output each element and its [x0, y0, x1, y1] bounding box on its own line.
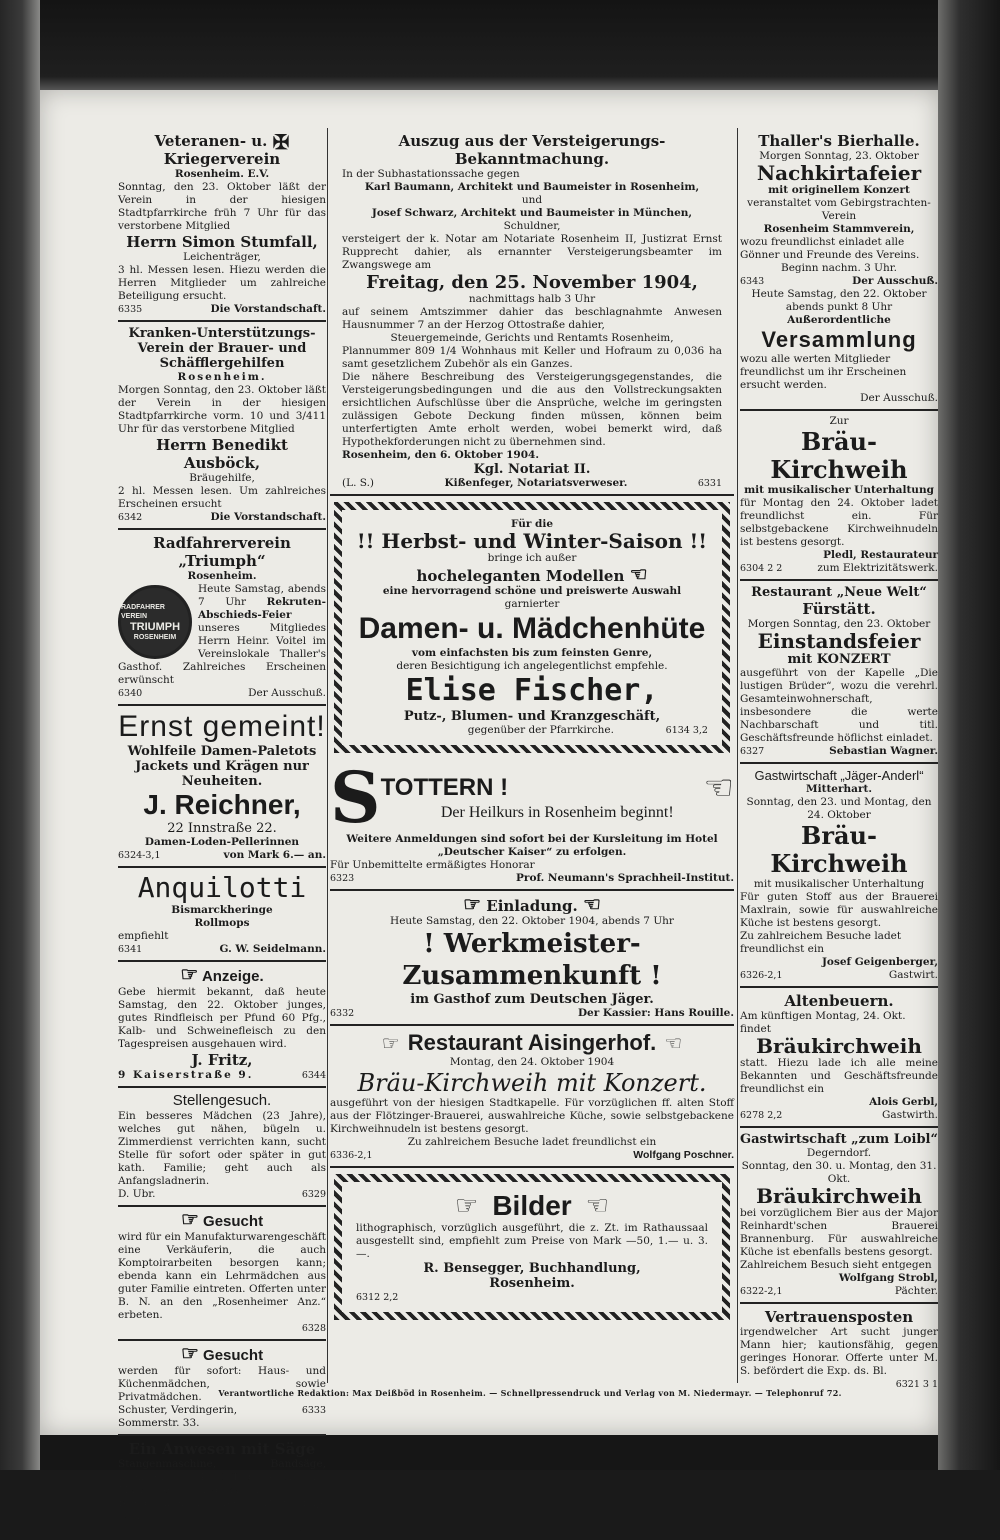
ad-text: Steuergemeinde, Gerichts und Rentamts Rosenheim,: [390, 332, 674, 344]
ad-text: Für guten Stoff aus der Brauerei Maxlrain, sowie für auswahlreiche Küche ist bestens gesorgt.: [740, 891, 938, 929]
ad-text: wird für ein Manufakturwarengeschäft eine Verkäuferin, die auch Komptoirarbeiten besorgen kann; ebenda kann ein Lehrmädchen aus guter Familie eintreten. Offerten unter B. N. an den „Rosenheimer Anz.“ erbeten.: [118, 1231, 326, 1321]
ad-text: Die nähere Beschreibung des Versteigerungsgegenstandes, die Versteigerungsbedingungen und die aus den Vollstreckungsakten ersichtlichen Aufschlüsse über die Ansprüche, welche im geringsten zulässigen Gebote Deckung finden müssen, können beim unterfertigten Amte erholt werden, wobei bemerkt wird, daß Hypothekforderungen nicht zu übernehmen sind.: [342, 371, 722, 448]
seal-label: (L. S.): [342, 477, 374, 489]
ad-text: Gebe hiermit bekannt, daß heute Samstag, den 22. Oktober junges, gutes Rindfleisch per Pfund 60 Pfg., Kalb- und Schweinefleisch zu den Tagespreisen ausgehauen wird.: [118, 986, 326, 1050]
ad-text: Für die: [510, 518, 554, 530]
ad-place: Rosenheim.: [489, 1276, 575, 1291]
ad-title: Gesucht: [203, 1213, 264, 1230]
ad-headline: Damen- u. Mädchenhüte: [358, 612, 706, 645]
ad-title: Bilder: [492, 1190, 572, 1221]
ad-place: Rosenheim.: [177, 371, 267, 383]
ad-text: 3 hl. Messen lesen. Hiezu werden die Herren Mitglieder um zahlreiche Beteiligung ersucht.: [118, 264, 326, 302]
ad-price: von Mark 6.— an.: [223, 849, 326, 861]
ad-subtitle: Damen-Loden-Pellerinnen: [144, 836, 300, 848]
ad-signature: Gastwirth.: [882, 1109, 938, 1121]
ad-stottern: [330, 756, 734, 891]
ad-place: Degerndorf.: [806, 1147, 872, 1159]
ad-place: Fürstätt.: [802, 600, 876, 618]
middle-column: [330, 128, 734, 1326]
ad-text: Für Unbemittelte ermäßigtes Honorar: [330, 859, 535, 871]
ad-text: Morgen Sonntag, 23. Oktober: [759, 150, 919, 162]
ad-person-name: Herrn Benedikt Ausböck,: [156, 436, 288, 472]
ad-text: und: [521, 194, 543, 206]
ad-number: 6322-2,1: [740, 1286, 783, 1297]
ad-braeu-kirchweih-pledl: [740, 411, 938, 581]
ad-signature: Prof. Neumann's Sprachheil-Institut.: [516, 872, 734, 884]
ad-signature: Die Vorstandschaft.: [210, 511, 326, 523]
ad-number: 6333: [301, 1405, 326, 1416]
ad-text: statt. Hiezu lade ich alle meine Bekannten und Geschäftsfreunde freundlichst ein: [740, 1057, 938, 1095]
ad-number: 6342: [118, 512, 143, 523]
ad-title: Kranken-Unterstützungs-Verein der Brauer- und Schäfflergehilfen: [128, 326, 316, 371]
ad-text: garnierter: [504, 598, 560, 610]
ad-number: 6323: [330, 873, 355, 884]
ad-number: 6341: [118, 944, 143, 955]
ad-title: Vertrauensposten: [764, 1308, 914, 1326]
ad-signature: Kißenfeger, Notariatsverweser.: [444, 477, 628, 489]
ad-text: Heute Samstag, abends 7 Uhr: [198, 583, 326, 608]
ad-number: 6320 3,1: [283, 1524, 326, 1535]
ad-text: lithographisch, vorzüglich ausgeführt, die z. Zt. im Rathaussaal ausgestellt sind, empfiehlt zum Preise von Mark —50, 1.— u. 3.—.: [356, 1222, 708, 1260]
ad-title: TOTTERN !: [380, 774, 509, 801]
scan-border-top: [40, 0, 938, 90]
pointing-hand-icon: ☜: [585, 1191, 609, 1221]
iron-cross-icon: ✠: [272, 130, 290, 154]
ad-text: mit musikalischer Unterhaltung: [753, 878, 925, 890]
ad-bilder: [334, 1174, 730, 1320]
ad-zum-loibl: [740, 1128, 938, 1304]
ad-shop-type: Putz-, Blumen- und Kranzgeschäft,: [403, 709, 661, 724]
ad-text: im Gasthof zum Deutschen Jäger.: [410, 992, 654, 1007]
ad-number: 6328: [301, 1323, 326, 1334]
ad-title: Restaurant Aisingerhof.: [407, 1030, 657, 1055]
ad-text: versteigert der k. Notar am Notariate Rosenheim II, Justizrat Ernst Rupprecht dahier, als ernannter Versteigerungsbeamter im Zwangswege am: [342, 233, 722, 271]
ad-signature: Sebastian Wagner.: [829, 745, 938, 757]
ad-text: mit KONZERT: [787, 652, 891, 667]
scan-border-left: [0, 0, 40, 1470]
ad-text: Wohlfeile Damen-Paletots Jackets und Krägen nur Neuheiten.: [127, 744, 317, 789]
ad-person-role: Bräugehilfe,: [189, 472, 255, 484]
ad-title: Ein Anwesen mit Säge: [128, 1440, 316, 1458]
ad-shop-name: R. Bensegger, Buchhandlung,: [423, 1261, 641, 1276]
ad-signature: Der Kassier: Hans Rouille.: [577, 1007, 734, 1019]
ad-reichner: [118, 706, 326, 868]
ad-number: 6326-2,1: [740, 970, 783, 981]
ad-place: Mitterhart.: [806, 783, 872, 795]
ad-place: Rosenheim.: [187, 570, 257, 582]
ad-text: Morgen Sonntag, den 23. Oktober: [747, 618, 931, 630]
column-rule: [327, 128, 328, 1383]
club-emblem-icon: RADFAHRER VEREIN TRIUMPH ROSENHEIM: [118, 585, 192, 659]
imprint-footer: Verantwortliche Redaktion: Max Deißböd in Rosenheim. — Schnellpressendruck und Verlag von M. Niedermayr. — Telephonruf 72.: [218, 1388, 842, 1398]
ad-subtitle: Der Heilkurs in Rosenheim beginnt!: [440, 804, 674, 821]
pointing-hand-icon: ☜: [582, 892, 601, 916]
ad-place-date: Rosenheim, den 6. Oktober 1904.: [342, 449, 539, 461]
ad-headline: Bräu-Kirchweih: [770, 821, 908, 878]
ad-jaeger-anderl: [740, 764, 938, 988]
ad-text: Zu zahlreichem Besuche ladet freundlichst ein: [740, 930, 902, 955]
ad-text: 2 hl. Messen lesen. Um zahlreiches Erscheinen ersucht: [118, 485, 326, 510]
ad-text: Beginn nachm. 3 Uhr.: [780, 262, 897, 274]
ad-text: Rosenheim Stammverein,: [763, 223, 915, 235]
ad-address: 9 Kaiserstraße 9.: [118, 1069, 254, 1081]
ad-signature: Wolfgang Strobl,: [838, 1272, 938, 1284]
ad-text: Außerordentliche: [787, 314, 891, 326]
ad-headline: Bräu-Kirchweih mit Konzert.: [357, 1069, 707, 1097]
ad-kranken-verein: [118, 322, 326, 530]
ad-person-role: Leichenträger,: [183, 251, 261, 263]
ad-signature: zum Elektrizitätswerk.: [817, 562, 938, 574]
ad-text: ausgeführt von der hiesigen Stadtkapelle. Für vorzüglichen ff. alten Stoff aus der Flötzinger-Brauerei, auswahlreiche Küche, sowie selbstgebackene Kirchweihnudeln ist bestens gesorgt.: [330, 1097, 734, 1135]
ad-event: Rekruten-Abschieds-Feier: [198, 596, 326, 621]
ad-headline: ! Werkmeister-Zusammenkunft !: [402, 929, 662, 991]
ad-gesucht-verkaeuferin: [118, 1207, 326, 1341]
ad-text: Am künftigen Montag, 24. Okt. findet: [740, 1010, 906, 1035]
ad-text: bringe ich außer: [487, 552, 577, 564]
ad-text: Montag, den 24. Oktober 1904: [449, 1056, 615, 1068]
ad-anquilotti: [118, 868, 326, 962]
ad-shop-name: Elise Fischer,: [405, 673, 659, 708]
ad-date: Freitag, den 25. November 1904,: [366, 272, 698, 293]
ad-title: Thaller's Bierhalle.: [758, 132, 920, 150]
ad-text: Weitere Anmeldungen sind sofort bei der Kursleitung im Hotel „Deutscher Kaiser“ zu erfolgen.: [346, 833, 718, 858]
ad-title: Auszug aus der Versteigerungs-Bekanntmachung.: [398, 132, 666, 168]
ad-signature: Die Vorstandschaft.: [210, 303, 326, 315]
ad-text: veranstaltet vom Gebirgstrachten-Verein: [747, 197, 931, 222]
pointing-hand-icon: ☞: [180, 1209, 199, 1231]
ad-number: 6312 2,2: [356, 1292, 399, 1303]
pointing-hand-icon: ☞: [381, 1031, 400, 1055]
ad-text: In der Subhastationssache gegen: [342, 168, 520, 180]
ad-person-name: Herrn Simon Stumfall,: [126, 233, 318, 251]
ad-headline: Bräukirchweih: [756, 1034, 922, 1058]
ad-signature: Alois Gerbl,: [869, 1096, 938, 1108]
ad-headline: Versammlung: [761, 327, 917, 352]
ad-title: Gesucht: [203, 1347, 264, 1364]
ad-text: bei vorzüglichem Bier aus der Major Reinhardt'schen Brauerei Brannenburg. Für auswahlreiche Küche ist ebenfalls bestens gesorgt.: [740, 1207, 938, 1258]
ad-text: wozu freundlichst einladet alle Gönner und Freunde des Vereins.: [740, 236, 920, 261]
ad-title: Einladung.: [486, 897, 578, 915]
ad-text: Zahlreichem Besuch sieht entgegen: [740, 1259, 932, 1271]
ad-title: Ernst gemeint!: [118, 710, 326, 743]
ad-address: 22 Innstraße 22.: [167, 821, 277, 836]
ad-text: unseres Mitgliedes Herrn Heinr. Voitel im Vereinslokale Thaller's Gasthof. Zahlreiches Erscheinen erwünscht: [118, 622, 326, 686]
pointing-hand-icon: ☜: [703, 768, 734, 808]
ad-title: Altenbeuern.: [784, 992, 894, 1010]
pointing-hand-icon: ☞: [455, 1191, 479, 1221]
ad-title: Restaurant „Neue Welt“: [751, 585, 927, 600]
pointing-hand-icon: ☞: [180, 964, 199, 986]
ad-title: Gastwirtschaft „zum Loibl“: [740, 1132, 938, 1147]
scan-border-right: [938, 0, 1000, 1470]
ad-text: Sonntag, den 23. Oktober läßt der Verein in der hiesigen Stadtpfarrkirche früh 7 Uhr für das verstorbene Mitglied: [118, 181, 326, 232]
ad-stellengesuch: [118, 1088, 326, 1207]
ad-versteigerung: [330, 128, 734, 496]
ad-headline: Bräu-Kirchweih: [770, 427, 908, 484]
ad-item: Rollmops: [194, 917, 250, 929]
ad-signature: Josef Geigenberger,: [821, 956, 938, 968]
ad-title: Anzeige.: [201, 968, 264, 985]
ad-number: 6324-3,1: [118, 850, 161, 861]
ad-signature: Der Ausschuß.: [248, 687, 326, 699]
ad-number: 6329: [301, 1189, 326, 1200]
ad-aisingerhof: [330, 1026, 734, 1168]
pointing-hand-icon: ☜: [664, 1031, 683, 1055]
ad-text: Ein besseres Mädchen (23 Jahre), welches gut nähen, bügeln u. Zimmerdienst verrichten kann, sucht Stelle für sofort oder später in gut kath. Familie; geht auch als Anfangsladnerin.: [118, 1110, 326, 1187]
ad-text: mit originellem Konzert: [768, 184, 910, 196]
ad-headline: Bräukirchweih: [756, 1184, 922, 1208]
ad-thallers-bierhalle: [740, 128, 938, 411]
ad-shop-name: J. Fritz,: [191, 1051, 253, 1069]
ad-signature: Pächter.: [894, 1285, 938, 1297]
left-column: [118, 128, 326, 1540]
ad-altenbeuern: [740, 988, 938, 1128]
ad-text: Heute Samstag, den 22. Oktober 1904, abends 7 Uhr: [390, 915, 674, 927]
ad-number: 6327: [740, 746, 765, 757]
ad-shop-name: J. Reichner,: [143, 789, 301, 820]
ad-text: Morgen Sonntag, den 23. Oktober läßt der Verein in der hiesigen Stadtpfarrkirche vorm. 10 und 3/411 Uhr für das verstorbene Mitglied: [118, 384, 326, 435]
ad-text: deren Besichtigung ich angelegentlichst empfehle.: [396, 660, 668, 672]
ad-signature: Der Ausschuß.: [852, 275, 938, 287]
ad-address: gegenüber der Pfarrkirche.: [467, 724, 614, 736]
ad-text: empfiehlt: [118, 930, 169, 942]
ad-title: Radfahrerverein „Triumph“: [153, 534, 291, 570]
ad-text: wozu alle werten Mitglieder freundlichst um ihr Erscheinen ersucht werden.: [740, 353, 907, 391]
ad-text: Zur: [829, 415, 849, 427]
ad-number: 6321 3 1: [895, 1379, 938, 1390]
ad-text: Briefe unter A. J. befördert die Exp. ds. Bl.: [118, 1497, 326, 1522]
ad-number: 6304 2 2: [740, 563, 783, 574]
ad-anzeige: [118, 962, 326, 1088]
ad-signature: Wolfgang Poschner.: [633, 1149, 734, 1161]
ad-number: 6278 2,2: [740, 1110, 783, 1121]
ad-initial: S: [330, 756, 381, 839]
ad-text: eine hervorragend schöne und preiswerte Auswahl: [382, 585, 682, 597]
ad-title: !! Herbst- und Winter-Saison !!: [356, 529, 708, 553]
ad-text: Zu zahlreichem Besuche ladet freundlichst ein: [407, 1136, 657, 1148]
ad-title: Stellengesuch.: [172, 1092, 272, 1109]
ad-veteranen-verein: [118, 128, 326, 322]
ad-text: für Montag den 24. Oktober ladet freundlichst ein. Für selbstgebackene Kirchweihnudeln ist bestens gesorgt.: [740, 497, 938, 548]
ad-number: 6332: [330, 1008, 355, 1019]
ad-text: Josef Schwarz, Architekt und Baumeister in München,: [371, 207, 693, 219]
ad-number: 6134 3,2: [665, 725, 708, 736]
ad-title: Veteranen- u. ✠ Kriegerverein: [154, 130, 290, 168]
ad-item: Bismarckheringe: [171, 904, 273, 916]
ad-anwesen: [118, 1436, 326, 1540]
ad-models: hocheleganten Modellen: [416, 567, 625, 585]
ad-text: Plannummer 809 1/4 Wohnhaus mit Keller und Hofraum zu 0,036 ha samt gesetzlichem Zubehör als ein Ganzes.: [342, 345, 722, 370]
ad-number: 6331: [697, 478, 722, 489]
ad-number: 6336-2,1: [330, 1150, 373, 1161]
ad-signature: Der Ausschuß.: [860, 392, 938, 404]
ad-text: Heute Samstag, den 22. Oktober abends punkt 8 Uhr: [751, 288, 927, 313]
right-column: [740, 128, 938, 1395]
ad-text: Sonntag, den 30. u. Montag, den 31. Okt.: [741, 1160, 937, 1185]
ad-number: 6340: [118, 688, 143, 699]
ad-radfahrerverein: [118, 530, 326, 706]
ad-signature: Gastwirt.: [888, 969, 938, 981]
ad-text: mit musikalischer Unterhaltung: [744, 484, 934, 496]
ad-headline: Einstandsfeier: [757, 629, 921, 653]
pointing-hand-icon: ☜: [629, 562, 648, 586]
pointing-hand-icon: ☞: [463, 892, 482, 916]
pointing-hand-icon: ☞: [180, 1343, 199, 1365]
ad-number: 6343: [740, 276, 765, 287]
ad-signature: Pledl, Restaurateur: [823, 549, 938, 561]
ad-text: Stangenmaschine, Bandsäge, Drehbank zc. 4 70 Tagw. Grund um Mark 8000.— zu verkaufen.: [118, 1458, 326, 1496]
ad-werkmeister: [330, 891, 734, 1026]
ad-number: 6344: [301, 1070, 326, 1081]
ad-place: Rosenheim. E.V.: [174, 168, 270, 180]
ad-title: Gastwirtschaft „Jäger-Anderl“: [754, 768, 924, 783]
ad-neue-welt: [740, 581, 938, 764]
ad-elise-fischer: [334, 502, 730, 753]
ad-text: ausgeführt von der Kapelle „Die lustigen Brüder“, wozu die verehrl. Gesamteinwohnerschaft, insbesondere die werte Nachbarschaft und titl. Geschäftsfreunde höflichst einladet.: [740, 667, 938, 744]
ad-signature: G. W. Seidelmann.: [219, 943, 326, 955]
ad-title: Anquilotti: [137, 871, 307, 904]
ad-time: nachmittags halb 3 Uhr: [468, 293, 596, 305]
ad-text: werden für sofort: Haus- und Küchenmädchen, sowie Privatmädchen.: [118, 1365, 326, 1403]
ad-office: Kgl. Notariat II.: [473, 462, 591, 477]
ad-signature: Schuster, Verdingerin, Sommerstr. 33.: [118, 1404, 238, 1429]
ad-number: 6335: [118, 304, 143, 315]
ad-vertrauensposten: [740, 1304, 938, 1395]
column-rule: [737, 128, 738, 1383]
ad-text: Schuldner,: [503, 220, 561, 232]
ad-text: auf seinem Amtszimmer dahier das beschlagnahmte Anwesen Hausnummer 7 an der Herzog Ottostraße dahier,: [342, 306, 722, 331]
ad-text: irgendwelcher Art sucht junger Mann hier; kautionsfähig, gegen geringes Honorar. Offerte unter M. S. befördert die Exp. ds. Bl.: [740, 1326, 938, 1377]
ad-headline: Nachkirtafeier: [756, 161, 922, 185]
ad-signature: D. Ubr.: [118, 1188, 156, 1200]
ad-text: Sonntag, den 23. und Montag, den 24. Oktober: [746, 796, 932, 821]
ad-text: Karl Baumann, Architekt und Baumeister in Rosenheim,: [364, 181, 700, 193]
ad-text: vom einfachsten bis zum feinsten Genre,: [411, 647, 653, 659]
